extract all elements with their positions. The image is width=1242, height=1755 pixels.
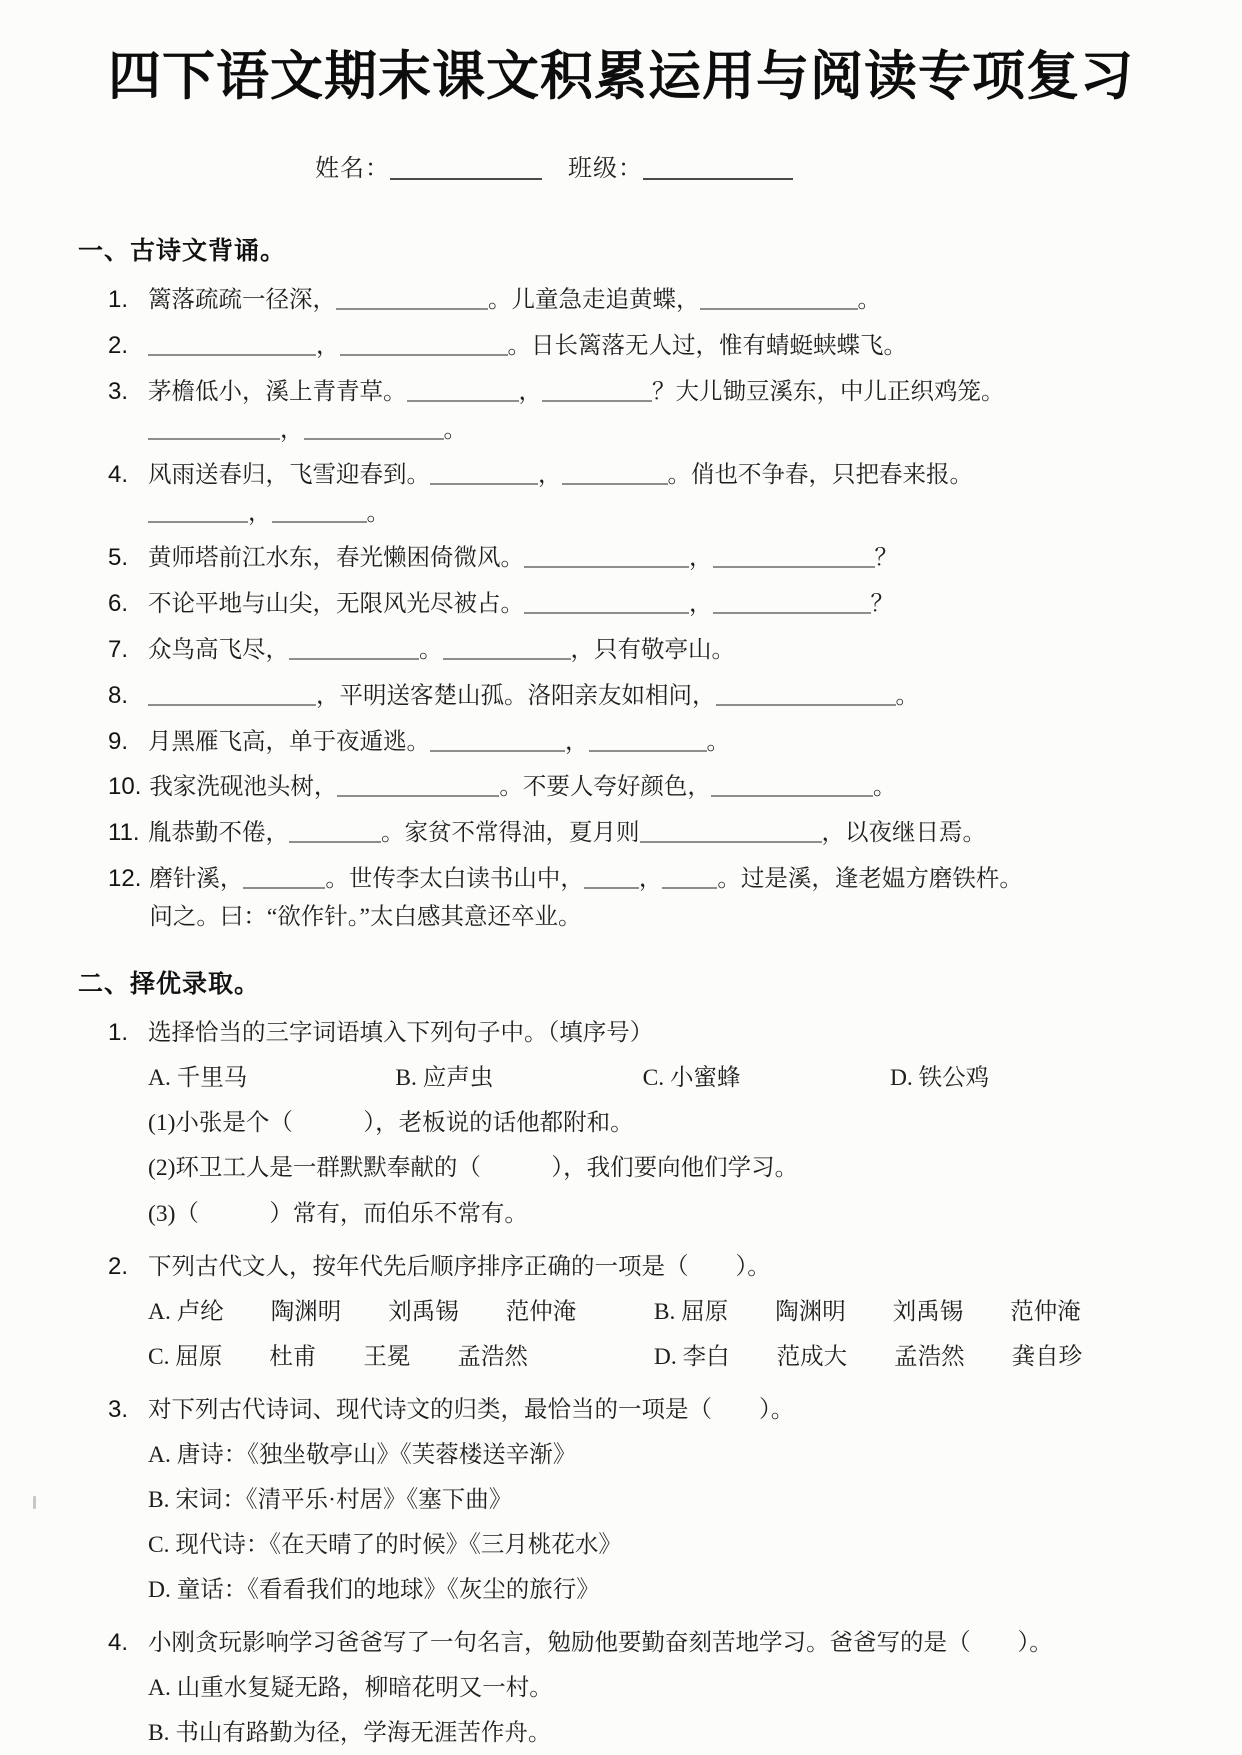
option: D. 童话：《看看我们的地球》《灰尘的旅行》 [148,1577,600,1603]
fill-in-blank [640,821,822,843]
option: D. 铁公鸡 [889,1065,990,1092]
option-row [148,1059,1170,1097]
class-label: 班级： [568,156,643,182]
exercise-item [108,539,1170,578]
exercise-item [108,1248,1170,1376]
option: C. 屈原 杜甫 王冕 孟浩然 [148,1343,528,1370]
item-number: 1. [108,286,129,313]
item-text: 众鸟高飞尽， 。 ，只有敬亭山。 [148,636,735,663]
item-text: 胤恭勤不倦， 。家贫不常得油，夏月则 ，以夜继日焉。 [148,820,986,847]
item-text: 对下列古代诗词、现代诗文的归类，最恰当的一项是（ ）。 A. 唐诗：《独坐敬亭山》《芙蓉楼送辛渐》 B. 宋词：《清平乐·村居》《塞下曲》 C. 现代诗：《在天晴了的时候》《三月桃花水》 D. 童话：《看看我们的地球》《灰尘的旅行》 [148,1391,1170,1609]
option: D. 李白 范成大 孟浩然 龚自珍 [653,1343,1083,1370]
item-number: 6. [108,589,129,617]
name-write-blank [390,154,542,180]
item-text: 下列古代文人，按年代先后顺序排序正确的一项是（ ）。 A. 卢纶 陶渊明 刘禹锡 范仲淹 B. 屈原 陶渊明 刘禹锡 范仲淹 C. 屈原 杜甫 王冕 孟浩然 D. 李白 范成大 孟浩然 龚自珍 [148,1248,1170,1376]
item-number: 10. [108,773,142,801]
item-number: 9. [108,727,129,755]
fill-in-blank [304,418,444,440]
option-row [148,1338,1170,1376]
exercise-item [108,1014,1170,1232]
item-number: 11. [108,819,140,847]
exercise-item [108,1391,1170,1609]
item-number: 1. [108,1019,129,1047]
fill-in-blank [289,821,381,843]
option: C. 小蜜蜂 [642,1065,741,1092]
worksheet-body [0,183,1242,1752]
exercise-item [108,456,1170,532]
exercise-item [108,1624,1170,1752]
item-text: 黄师塔前江水东，春光懒困倚微风。 ， ？ [148,545,898,571]
page-title: 四下语文期末课文积累运用与阅读专项复习 [108,47,1134,106]
option-row [148,1436,1170,1474]
option: (1)小张是个（ ），老板说的话他都附和。 [148,1110,634,1137]
section-items [78,1014,1170,1752]
option-row [148,1481,1170,1519]
name-class-row [315,148,1242,183]
exercise-item [108,677,1170,716]
fill-in-blank [340,334,508,356]
fill-in-blank [272,501,367,523]
option: B. 应声虫 [395,1065,494,1092]
option-row [148,1293,1170,1331]
item-text: 篱落疏疏一径深， 。儿童急走追黄蝶， 。 [148,287,881,313]
item-number: 8. [108,681,129,709]
fill-in-blank [336,288,488,310]
fill-in-blank [337,775,499,797]
fill-in-blank [148,684,316,706]
fill-in-blank [430,463,538,485]
section-items [78,281,1170,936]
exercise-item [108,281,1170,320]
fill-in-blank [584,867,639,889]
scan-artifact [33,1496,36,1509]
option: A. 卢纶 陶渊明 刘禹锡 范仲淹 [148,1298,577,1325]
section-heading: 二、择优录取。 [78,971,261,999]
item-number: 5. [108,544,129,571]
fill-in-blank [711,775,873,797]
item-text: ， 。日长篱落无人过，惟有蜻蜓蛱蝶飞。 [148,327,1170,365]
item-number: 4. [108,1629,129,1657]
item-number: 2. [108,1252,129,1280]
fill-in-blank [148,501,248,523]
fill-in-blank [562,463,668,485]
fill-in-blank [713,592,871,614]
item-text: ，平明送客楚山孤。洛阳亲友如相问， 。 [148,677,1170,715]
option-row [148,1571,1170,1609]
option-row [148,1714,1170,1752]
fill-in-blank [430,730,565,752]
item-text: 风雨送春归，飞雪迎春到。 ， 。俏也不争春，只把春来报。 ， 。 [148,461,973,526]
option-row [148,1195,1170,1233]
option-row [148,1104,1170,1142]
option-row [148,1526,1170,1564]
fill-in-blank [524,592,689,614]
fill-in-blank [716,684,896,706]
item-text: 小刚贪玩影响学习爸爸写了一句名言，勉励他要勤奋刻苦地学习。爸爸写的是（ ）。 A. 山重水复疑无路，柳暗花明又一村。 B. 书山有路勤为径，学海无涯苦作舟。 [148,1624,1170,1752]
item-number: 12. [108,865,142,893]
option: A. 千里马 [148,1065,248,1092]
option-row [148,1669,1170,1707]
fill-in-blank [148,418,280,440]
option: (3)（ ）常有，而伯乐不常有。 [148,1200,528,1227]
item-number: 4. [108,460,129,488]
fill-in-blank [524,546,689,568]
option: A. 唐诗：《独坐敬亭山》《芙蓉楼送辛渐》 [148,1441,577,1468]
fill-in-blank [589,730,707,752]
exercise-item [108,585,1170,624]
name-label: 姓名： [315,156,390,182]
fill-in-blank [407,380,519,402]
fill-in-blank [713,546,875,568]
option: C. 现代诗：《在天晴了的时候》《三月桃花水》 [148,1531,622,1558]
item-text: 磨针溪， 。世传李太白读书山中， ， 。过是溪，逢老媪方磨铁杵。 问之。曰：“欲作针。”太白感其意还卒业。 [149,866,1023,931]
exercise-item [108,768,1170,807]
exercise-item [108,814,1170,853]
fill-in-blank [243,867,325,889]
item-text: 月黑雁飞高，单于夜遁逃。 ， 。 [148,728,730,755]
fill-in-blank [148,334,316,356]
item-number: 3. [108,1395,129,1423]
exercise-item [108,723,1170,762]
option: B. 屈原 陶渊明 刘禹锡 范仲淹 [653,1298,1081,1325]
exercise-item [108,373,1170,449]
exercise-item [108,860,1170,936]
item-number: 2. [108,331,129,359]
item-text: 茅檐低小，溪上青青草。 ， ？大儿锄豆溪东，中儿正织鸡笼。 ， 。 [148,378,1005,443]
option: (2)环卫工人是一群默默奉献的（ ），我们要向他们学习。 [148,1155,799,1182]
option-row [148,1149,1170,1187]
fill-in-blank [443,638,571,660]
exercise-item [108,327,1170,366]
option: B. 书山有路勤为径，学海无涯苦作舟。 [148,1720,552,1747]
item-text: 选择恰当的三字词语填入下列句子中。（填序号） A. 千里马 B. 应声虫 C. 小蜜蜂 D. 铁公鸡 (1)小张是个（ ），老板说的话他都附和。 (2)环卫工人是一群默默奉献的（ ），我们要向他们学习。 (3)（ ）常有，而伯乐不常有。 [148,1014,1170,1232]
section-heading: 一、古诗文背诵。 [78,238,287,265]
exercise-item [108,631,1170,670]
fill-in-blank [700,288,858,310]
item-text: 不论平地与山尖，无限风光尽被占。 ， ？ [148,590,894,617]
option: A. 山重水复疑无路，柳暗花明又一村。 [148,1675,553,1702]
fill-in-blank [662,867,717,889]
item-text: 我家洗砚池头树， 。不要人夸好颜色， 。 [149,774,897,801]
class-write-blank [643,154,793,180]
option: B. 宋词：《清平乐·村居》《塞下曲》 [148,1486,513,1513]
fill-in-blank [542,380,652,402]
item-number: 7. [108,635,129,663]
fill-in-blank [289,638,419,660]
item-number: 3. [108,377,129,405]
